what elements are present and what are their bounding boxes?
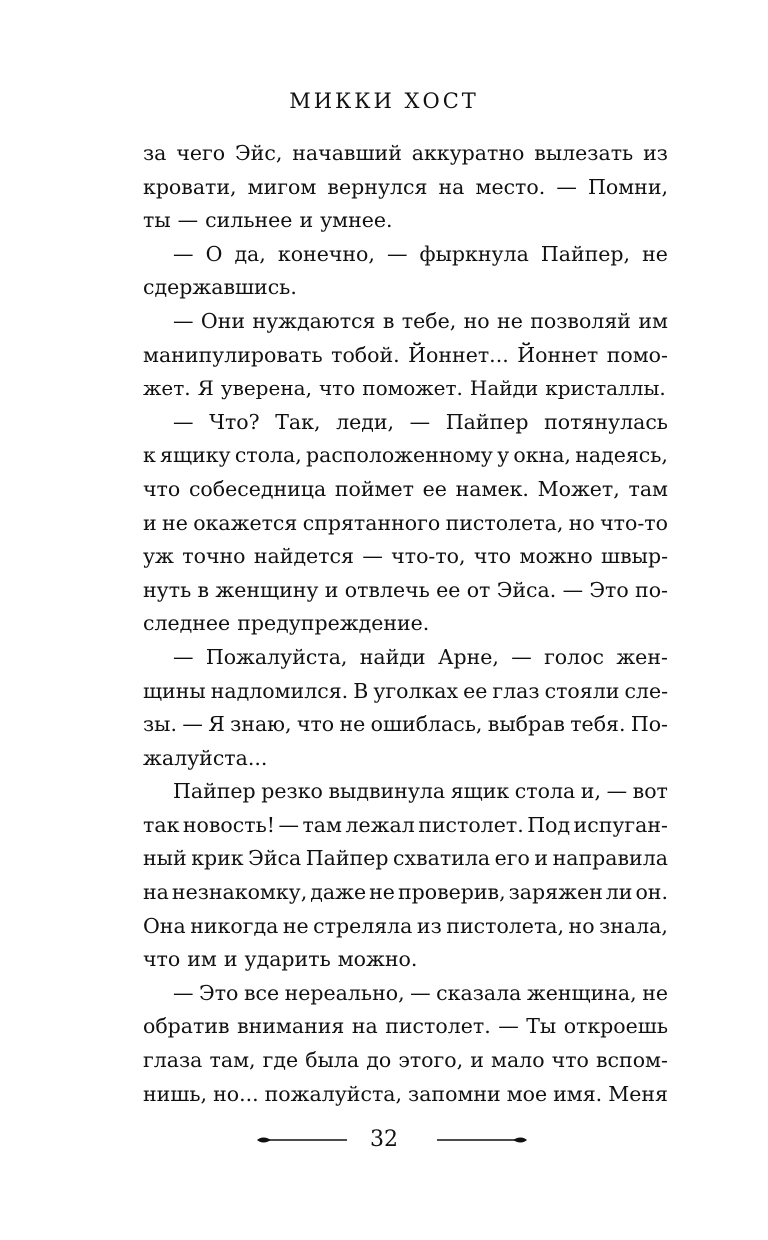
body-text (143, 137, 668, 1111)
text-line: следнее предупреждение. (143, 611, 430, 636)
text-line: жалуйста... (143, 745, 268, 770)
text-line: сдержавшись. (143, 275, 297, 300)
text-line: за чего Эйс, начавший аккуратно вылезать из (143, 141, 668, 165)
page-footer (0, 1122, 768, 1158)
text-line: к ящику стола, расположенному у окна, надеясь, (143, 443, 668, 468)
text-line: нишь, но... пожалуйста, запомни мое имя. Меня (143, 1081, 668, 1106)
text-line: на незнакомку, даже не проверив, заряжен ли он. (143, 880, 668, 905)
text-line: — Они нуждаются в тебе, но не позволяй им (173, 308, 668, 333)
running-header: МИККИ ХОСТ (289, 89, 479, 113)
text-line: — Что? Так, леди, — Пайпер потянулась (173, 409, 668, 434)
text-line: что собеседница поймет ее намек. Может, там (143, 476, 668, 501)
text-line: жет. Я уверена, что поможет. Найди кристаллы. (143, 376, 666, 401)
page-number: 32 (370, 1127, 398, 1152)
text-line: Она никогда не стреляла из пистолета, но знала, (143, 913, 668, 938)
text-line: манипулировать тобой. Йоннет... Йоннет помо- (143, 342, 668, 367)
text-line: — Это все нереально, — сказала женщина, не (173, 980, 668, 1005)
text-line: обратив внимания на пистолет. — Ты откроешь (143, 1014, 668, 1039)
text-line: кровати, мигом вернулся на место. — Помни, (143, 174, 668, 199)
text-line: щины надломился. В уголках ее глаз стояли сле- (143, 678, 668, 703)
text-line: ты — сильнее и умнее. (143, 208, 393, 233)
text-line: так новость! — там лежал пистолет. Под испуган- (143, 812, 668, 837)
text-line: нуть в женщину и отвлечь ее от Эйса. — Это по- (143, 577, 668, 602)
text-line: Пайпер резко выдвинула ящик стола и, — вот (173, 779, 668, 804)
text-line: — О да, конечно, — фыркнула Пайпер, не (173, 241, 668, 266)
text-line: глаза там, где была до этого, и мало что вспом- (143, 1048, 668, 1073)
text-line: что им и ударить можно. (143, 947, 418, 972)
right-ornament-icon (437, 1134, 529, 1146)
text-line: и не окажется спрятанного пистолета, но что-то (143, 510, 668, 535)
text-line: — Пожалуйста, найди Арне, — голос жен- (173, 644, 668, 669)
text-line: уж точно найдется — что-то, что можно швыр- (143, 544, 668, 569)
text-line: зы. — Я знаю, что не ошиблась, выбрав тебя. По- (143, 712, 668, 737)
text-line: ный крик Эйса Пайпер схватила его и направила (143, 846, 668, 871)
